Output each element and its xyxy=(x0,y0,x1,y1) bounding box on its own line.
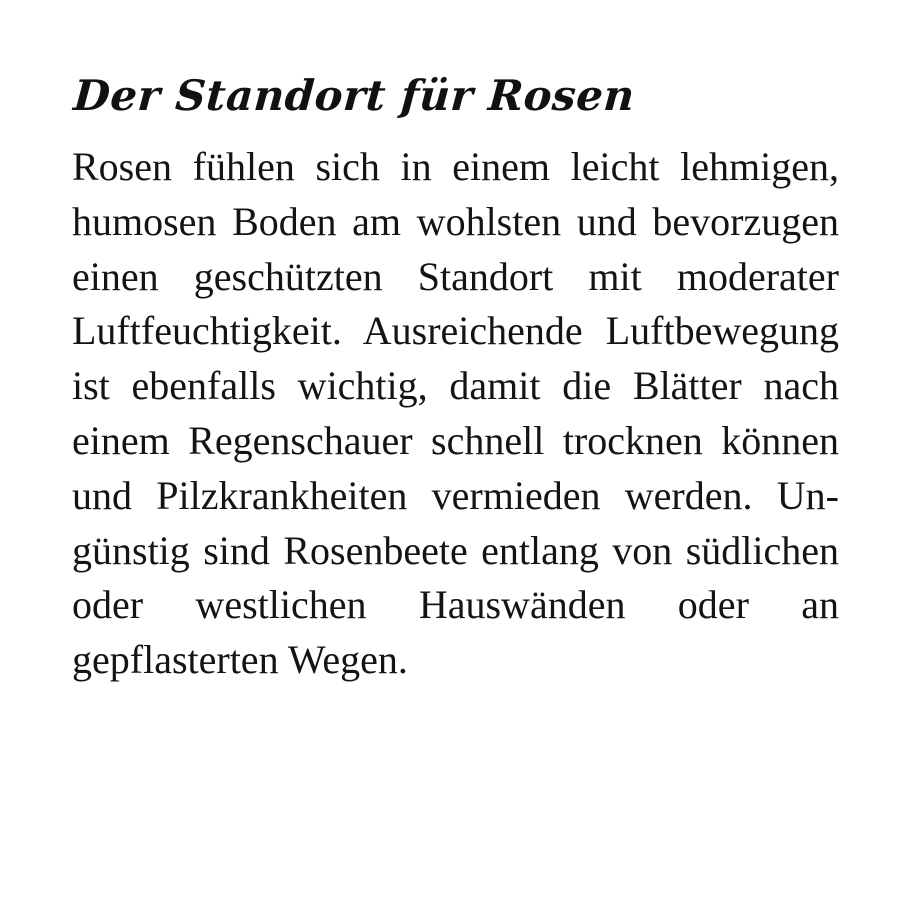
page-title: Der Standort für Rosen xyxy=(71,71,637,120)
body-paragraph: Rosen fühlen sich in einem leicht lehmigen, humosen Boden am wohlsten und bevorzugen einen geschützten Standort mit moderater Luftfeuchtigkeit. Ausreichende Luftbewegung ist ebenfalls wichtig, damit die Blätter nach einem Regenschauer schnell trocknen können und Pilzkrankheiten vermieden werden. Ungünstig sind Rosenbeete entlang von südlichen oder westlichen Hauswänden oder an gepflasterten Wegen. xyxy=(72,144,839,683)
